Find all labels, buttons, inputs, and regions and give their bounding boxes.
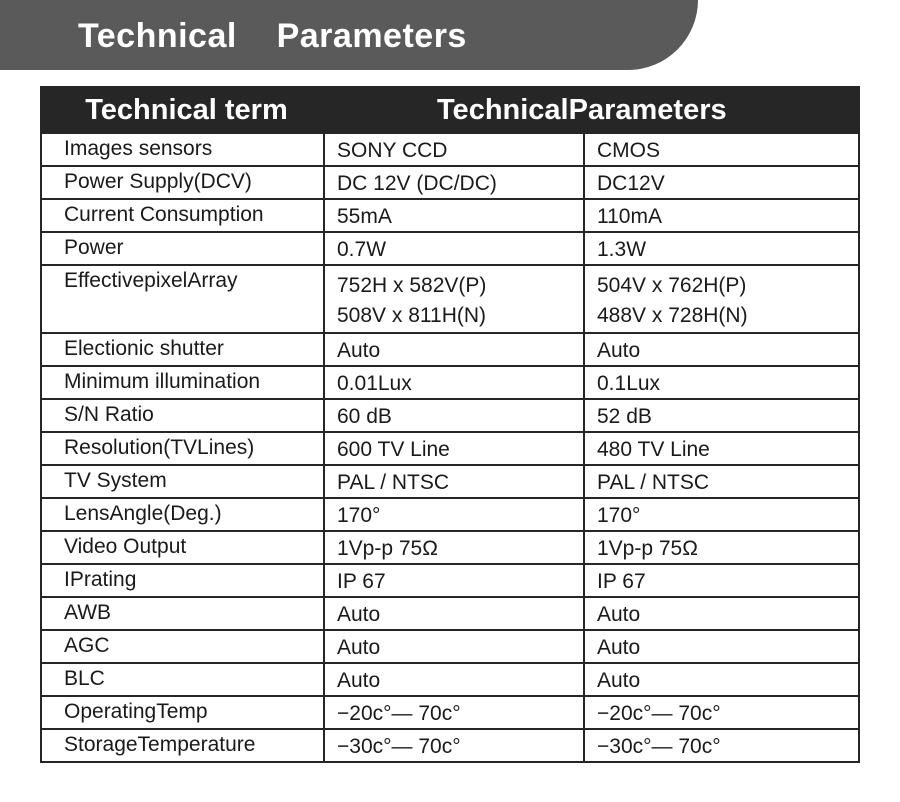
table-header-row: [41, 87, 859, 133]
cmos-value-cell: IP 67: [584, 564, 859, 597]
table-row: [41, 265, 859, 333]
term-cell: S/N Ratio: [41, 399, 324, 432]
term-cell: Images sensors: [41, 133, 324, 166]
sony-value-cell: IP 67: [324, 564, 584, 597]
sony-value-cell: 55mA: [324, 199, 584, 232]
term-cell: AGC: [41, 630, 324, 663]
sony-value-cell: Auto: [324, 630, 584, 663]
table-row: [41, 597, 859, 630]
sony-value-cell: Auto: [324, 333, 584, 366]
sony-value-cell: 0.7W: [324, 232, 584, 265]
cmos-value-cell: Auto: [584, 630, 859, 663]
sony-value-cell: Auto: [324, 597, 584, 630]
term-cell: Electionic shutter: [41, 333, 324, 366]
header-banner: [0, 0, 698, 70]
cmos-value-cell: 110mA: [584, 199, 859, 232]
term-cell: Power Supply(DCV): [41, 166, 324, 199]
cmos-value-cell: Auto: [584, 333, 859, 366]
table-row: [41, 232, 859, 265]
header-technical-parameters: TechnicalParameters: [324, 87, 859, 133]
term-cell: IPrating: [41, 564, 324, 597]
spec-table: [40, 86, 860, 763]
sony-value-cell: −20c°— 70c°: [324, 696, 584, 729]
sony-value-cell: 60 dB: [324, 399, 584, 432]
table-row: [41, 531, 859, 564]
term-cell: StorageTemperature: [41, 729, 324, 762]
table-row: [41, 696, 859, 729]
sony-value-cell: 600 TV Line: [324, 432, 584, 465]
term-cell: Current Consumption: [41, 199, 324, 232]
page-title: Technical Parameters: [78, 17, 467, 55]
sony-value-cell: 1Vp-p 75Ω: [324, 531, 584, 564]
cmos-value-cell: 1Vp-p 75Ω: [584, 531, 859, 564]
term-cell: LensAngle(Deg.): [41, 498, 324, 531]
term-cell: Power: [41, 232, 324, 265]
sony-value-cell: Auto: [324, 663, 584, 696]
cmos-value-cell: 480 TV Line: [584, 432, 859, 465]
table-row: [41, 630, 859, 663]
sony-value-cell: 170°: [324, 498, 584, 531]
table-row: [41, 399, 859, 432]
table-row: [41, 498, 859, 531]
cmos-value-cell: PAL / NTSC: [584, 465, 859, 498]
term-cell: BLC: [41, 663, 324, 696]
sony-value-cell: −30c°— 70c°: [324, 729, 584, 762]
table-row: [41, 564, 859, 597]
cmos-value-cell: Auto: [584, 597, 859, 630]
table-row: [41, 465, 859, 498]
table-row: [41, 729, 859, 762]
term-cell: Resolution(TVLines): [41, 432, 324, 465]
cmos-value-cell: 0.1Lux: [584, 366, 859, 399]
table-row: [41, 199, 859, 232]
sony-value-cell: 752H x 582V(P) 508V x 811H(N): [324, 265, 584, 333]
cmos-value-cell: 170°: [584, 498, 859, 531]
cmos-value-cell: CMOS: [584, 133, 859, 166]
cmos-value-cell: 1.3W: [584, 232, 859, 265]
cmos-value-cell: DC12V: [584, 166, 859, 199]
table-row: [41, 366, 859, 399]
cmos-value-cell: 52 dB: [584, 399, 859, 432]
table-row: [41, 333, 859, 366]
cmos-value-cell: Auto: [584, 663, 859, 696]
sony-value-cell: PAL / NTSC: [324, 465, 584, 498]
sony-value-cell: DC 12V (DC/DC): [324, 166, 584, 199]
sony-value-cell: SONY CCD: [324, 133, 584, 166]
table-row: [41, 133, 859, 166]
term-cell: OperatingTemp: [41, 696, 324, 729]
term-cell: TV System: [41, 465, 324, 498]
cmos-value-cell: −30c°— 70c°: [584, 729, 859, 762]
term-cell: EffectivepixelArray: [41, 265, 324, 333]
table-row: [41, 166, 859, 199]
term-cell: Minimum illumination: [41, 366, 324, 399]
term-cell: Video Output: [41, 531, 324, 564]
cmos-value-cell: −20c°— 70c°: [584, 696, 859, 729]
cmos-value-cell: 504V x 762H(P) 488V x 728H(N): [584, 265, 859, 333]
sony-value-cell: 0.01Lux: [324, 366, 584, 399]
header-technical-term: Technical term: [41, 87, 324, 133]
term-cell: AWB: [41, 597, 324, 630]
table-row: [41, 663, 859, 696]
table-row: [41, 432, 859, 465]
